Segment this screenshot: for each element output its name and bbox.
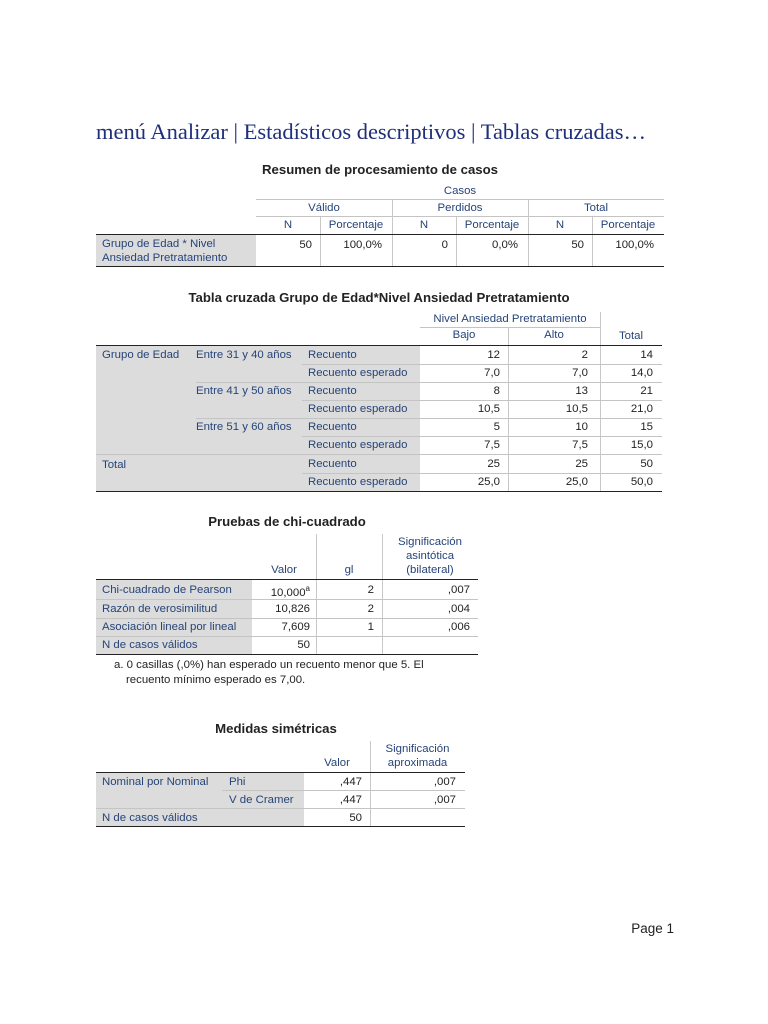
crosstab-col-bajo: Bajo (452, 329, 476, 341)
crosstab-stat-label: Recuento (308, 458, 357, 470)
resumen-valido-header: Válido (308, 202, 340, 214)
chi-row-label: Razón de verosimilitud (102, 603, 218, 615)
chi-footnote: a. 0 casillas (,0%) han esperado un recuento menor que 5. El (114, 659, 424, 671)
chi-col-sig: (bilateral) (406, 564, 454, 576)
crosstab-stat-label: Recuento (308, 349, 357, 361)
resumen-pct-header: Porcentaje (328, 219, 384, 231)
resumen-row-label: Ansiedad Pretratamiento (102, 252, 228, 264)
chi-valor-cell: 50 (297, 639, 310, 651)
crosstab-group-label: Grupo de Edad (102, 349, 180, 361)
chi-valor-cell: 7,609 (281, 621, 310, 633)
crosstab-title: Tabla cruzada Grupo de Edad*Nivel Ansiedad Pretratamiento (188, 290, 570, 305)
crosstab-stat-label: Recuento (308, 421, 357, 433)
crosstab-cell: 25 (575, 458, 588, 470)
medidas-group-label: Nominal por Nominal (102, 776, 209, 788)
resumen-total-header: Total (583, 202, 609, 214)
medidas-title: Medidas simétricas (215, 721, 337, 736)
crosstab-cell: 14,0 (630, 367, 653, 379)
medidas-n-value: 50 (349, 812, 362, 824)
chi-gl-cell: 2 (367, 603, 374, 615)
medidas-row-label: Phi (229, 776, 246, 788)
crosstab-cell: 15,0 (630, 439, 653, 451)
resumen-pct-header: Porcentaje (600, 219, 656, 231)
crosstab-stat-label: Recuento esperado (308, 367, 408, 379)
resumen-cell: 100,0% (343, 239, 382, 251)
crosstab-cell: 7,5 (484, 439, 500, 451)
crosstab-cell: 12 (487, 349, 500, 361)
crosstab-cell: 21 (640, 385, 653, 397)
chi-col-sig: asintótica (405, 550, 455, 562)
chi-row-label: Asociación lineal por lineal (102, 621, 237, 633)
resumen-n-header: N (283, 219, 293, 231)
chi-sig-cell: ,006 (447, 621, 470, 633)
crosstab-cell: 21,0 (630, 403, 653, 415)
resumen-cell: 100,0% (615, 239, 654, 251)
resumen-cell: 0 (441, 239, 448, 251)
resumen-cell: 50 (571, 239, 584, 251)
crosstab-age-group: Entre 31 y 40 años (196, 349, 292, 361)
chi-gl-cell: 2 (367, 584, 374, 596)
crosstab-cell: 7,0 (484, 367, 500, 379)
medidas-col-sig: aproximada (387, 757, 448, 769)
resumen-perdidos-header: Perdidos (437, 202, 483, 214)
resumen-row-label: Grupo de Edad * Nivel (102, 238, 216, 250)
chi-col-sig: Significación (398, 536, 462, 548)
crosstab-cell: 25,0 (565, 476, 588, 488)
chi-valor-cell: 10,000$^a$ (270, 584, 310, 599)
crosstab-cell: 14 (640, 349, 653, 361)
crosstab-col-alto: Alto (544, 329, 564, 341)
medidas-valor-cell: ,447 (339, 794, 362, 806)
chi-sig-cell: ,004 (447, 603, 470, 615)
medidas-sig-cell: ,007 (433, 794, 456, 806)
crosstab-col-total: Total (618, 330, 644, 342)
chi-row-label: Chi-cuadrado de Pearson (102, 584, 232, 596)
chi-col-gl: gl (344, 564, 354, 576)
chi-title: Pruebas de chi-cuadrado (208, 514, 366, 529)
crosstab-cell: 50 (640, 458, 653, 470)
chi-gl-cell: 1 (367, 621, 374, 633)
page-number: Page 1 (631, 921, 674, 936)
chi-valor-cell: 10,826 (275, 603, 310, 615)
medidas-row-label: V de Cramer (229, 794, 294, 806)
medidas-sig-cell: ,007 (433, 776, 456, 788)
resumen-title: Resumen de procesamiento de casos (262, 162, 498, 177)
crosstab-cell: 25,0 (477, 476, 500, 488)
chi-col-valor: Valor (271, 564, 297, 576)
resumen-casos-header: Casos (443, 185, 477, 197)
resumen-cell: 0,0% (492, 239, 518, 251)
crosstab-age-group: Entre 41 y 50 años (196, 385, 292, 397)
crosstab-col-group: Nivel Ansiedad Pretratamiento (433, 313, 587, 325)
crosstab-cell: 15 (640, 421, 653, 433)
medidas-col-sig: Significación (385, 743, 450, 755)
medidas-n-label: N de casos válidos (102, 812, 198, 824)
crosstab-total-label: Total (102, 459, 127, 471)
crosstab-cell: 7,0 (572, 367, 588, 379)
chi-sig-cell: ,007 (447, 584, 470, 596)
crosstab-cell: 5 (493, 421, 500, 433)
resumen-n-header: N (555, 219, 565, 231)
medidas-valor-cell: ,447 (339, 776, 362, 788)
resumen-cell: 50 (299, 239, 312, 251)
crosstab-stat-label: Recuento esperado (308, 403, 408, 415)
crosstab-cell: 2 (581, 349, 588, 361)
chi-row-label: N de casos válidos (102, 639, 198, 651)
page-heading: menú Analizar | Estadísticos descriptivos | Tablas cruzadas… (96, 119, 646, 144)
resumen-n-header: N (419, 219, 429, 231)
crosstab-cell: 8 (493, 385, 500, 397)
crosstab-age-group: Entre 51 y 60 años (196, 421, 292, 433)
chi-footnote: recuento mínimo esperado es 7,00. (126, 674, 306, 686)
crosstab-cell: 50,0 (630, 476, 653, 488)
crosstab-stat-label: Recuento esperado (308, 476, 408, 488)
crosstab-cell: 25 (487, 458, 500, 470)
crosstab-cell: 10,5 (565, 403, 588, 415)
crosstab-stat-label: Recuento (308, 385, 357, 397)
crosstab-cell: 10,5 (477, 403, 500, 415)
crosstab-cell: 10 (575, 421, 588, 433)
crosstab-stat-label: Recuento esperado (308, 439, 408, 451)
medidas-col-valor: Valor (324, 757, 350, 769)
resumen-pct-header: Porcentaje (464, 219, 520, 231)
crosstab-cell: 7,5 (572, 439, 588, 451)
crosstab-cell: 13 (575, 385, 588, 397)
